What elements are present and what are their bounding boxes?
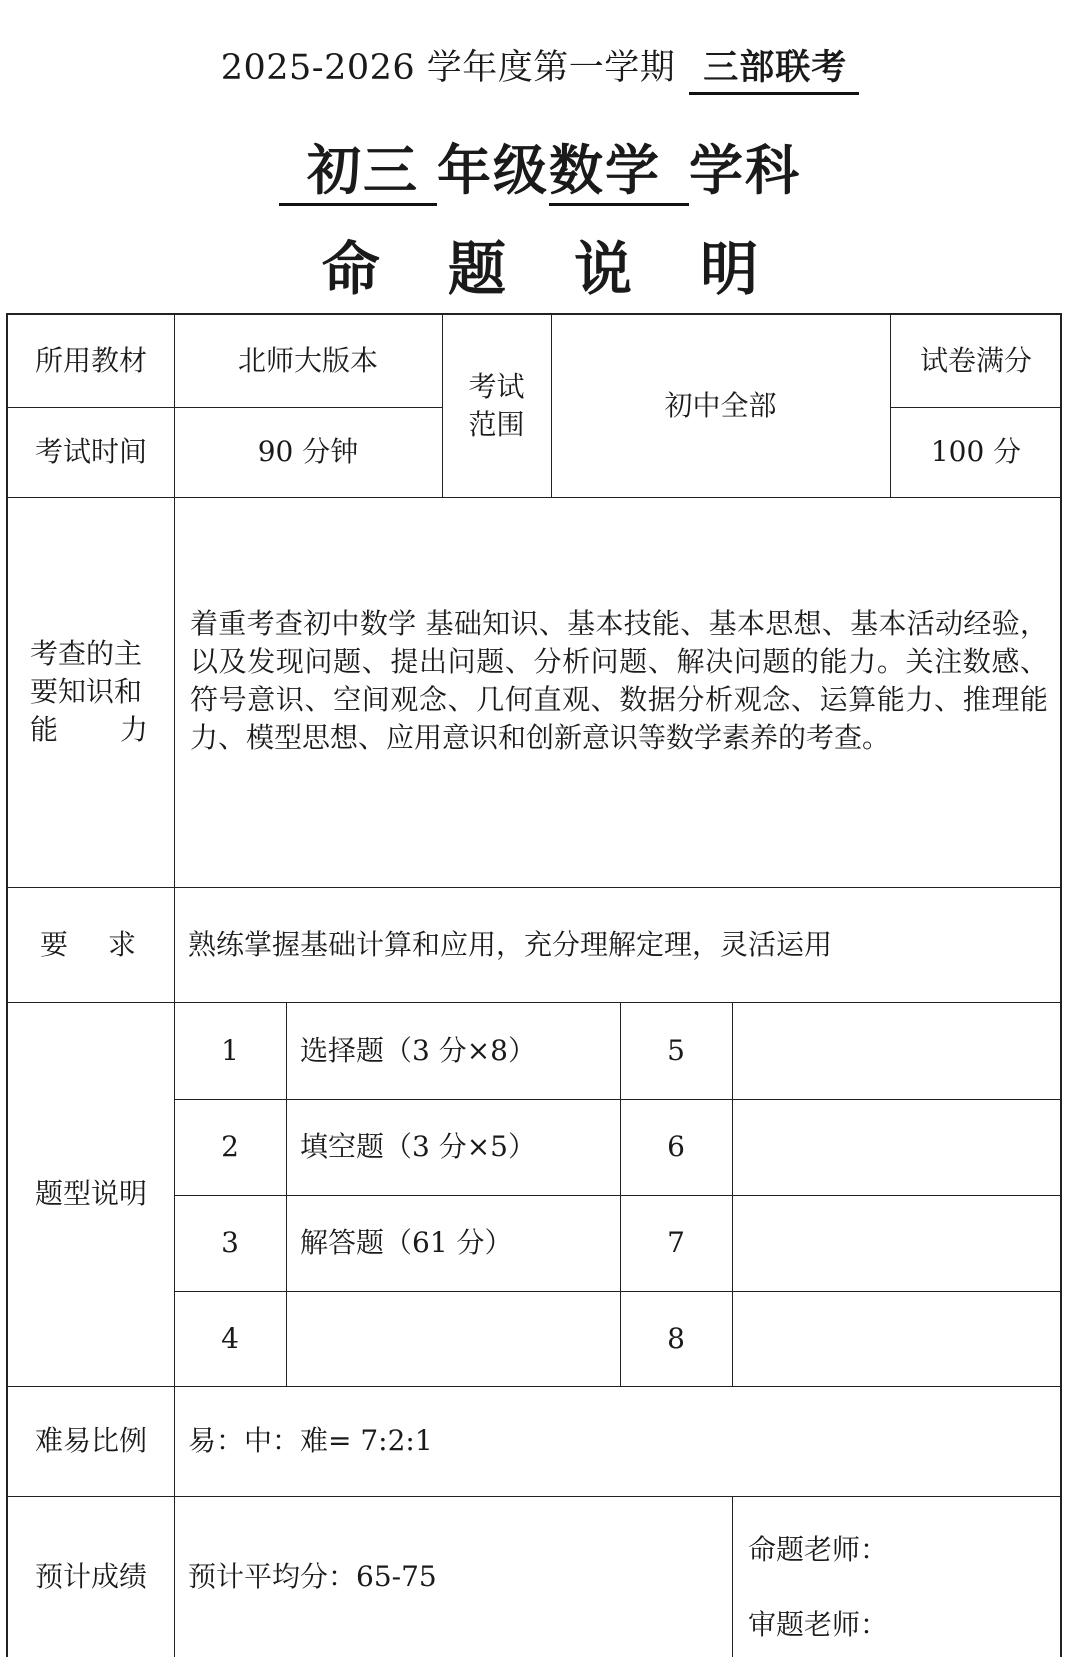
qtype-text: 填空题（3 分×5） bbox=[300, 1130, 536, 1163]
scope-label-line2: 范围 bbox=[468, 408, 525, 441]
reviewer-teacher-label: 审题老师： bbox=[748, 1608, 889, 1641]
exam-time-label: 考试时间 bbox=[34, 435, 147, 468]
qtype-number: 4 bbox=[221, 1321, 239, 1355]
qtype-text: 解答题（61 分） bbox=[300, 1226, 513, 1259]
grade-suffix: 年级 bbox=[437, 139, 549, 202]
term-text: 2025-2026 学年度第一学期 bbox=[220, 48, 676, 88]
qtype-number: 6 bbox=[667, 1130, 685, 1163]
author-teacher-label: 命题老师： bbox=[748, 1533, 889, 1566]
qtype-number: 3 bbox=[221, 1226, 239, 1259]
exam-series: 三部联考 bbox=[689, 40, 859, 95]
difficulty-label: 难易比例 bbox=[34, 1424, 147, 1457]
document-title: 命 题 说 明 bbox=[321, 235, 783, 303]
exam-spec-form bbox=[6, 313, 1062, 1657]
qtype-number: 2 bbox=[221, 1130, 239, 1163]
difficulty-text: 易：中：难= 7:2:1 bbox=[188, 1424, 433, 1457]
qtype-text bbox=[732, 1291, 1062, 1386]
abilities-label-line2: 要知识和 bbox=[30, 675, 143, 708]
header-subject-line bbox=[0, 128, 1080, 206]
abilities-label-line3: 能 力 bbox=[30, 713, 148, 746]
exam-time-value: 90 分钟 bbox=[257, 435, 359, 468]
requirements-label: 要 求 bbox=[39, 927, 142, 961]
subject-value: 数学 bbox=[549, 141, 689, 206]
textbook-value: 北师大版本 bbox=[237, 344, 378, 377]
expected-score-text: 预计平均分：65-75 bbox=[188, 1559, 437, 1593]
qtype-number: 5 bbox=[667, 1033, 685, 1067]
question-types-label: 题型说明 bbox=[34, 1177, 147, 1210]
expected-score-label: 预计成绩 bbox=[34, 1559, 147, 1593]
abilities-text: 着重考查初中数学 基础知识、基本技能、基本思想、基本活动经验，以及发现问题、提出问题、分析问题、解决问题的能力。关注数感、符号意识、空间观念、几何直观、数据分析观念、运算能力、推理能力、模型思想、应用意识和创新意识等数学素养的考查。 bbox=[190, 607, 1048, 754]
subject-suffix: 学科 bbox=[689, 139, 801, 202]
qtype-number: 1 bbox=[221, 1033, 239, 1067]
qtype-text bbox=[286, 1291, 620, 1386]
full-score-value: 100 分 bbox=[930, 435, 1022, 468]
textbook-label: 所用教材 bbox=[34, 344, 147, 377]
full-score-label: 试卷满分 bbox=[919, 344, 1032, 377]
exam-scope-label bbox=[442, 315, 551, 497]
grade-value: 初三 bbox=[279, 141, 437, 206]
qtype-text bbox=[732, 1195, 1062, 1291]
scope-label-line1: 考试 bbox=[468, 370, 525, 403]
qtype-text bbox=[732, 1099, 1062, 1195]
header-term-line bbox=[0, 40, 1080, 95]
exam-scope-value: 初中全部 bbox=[664, 389, 777, 422]
qtype-number: 8 bbox=[667, 1321, 685, 1355]
abilities-label-line1: 考查的主 bbox=[30, 637, 143, 670]
requirements-text: 熟练掌握基础计算和应用，充分理解定理，灵活运用 bbox=[188, 927, 833, 961]
qtype-text bbox=[732, 1002, 1062, 1099]
qtype-number: 7 bbox=[667, 1226, 685, 1259]
qtype-text: 选择题（3 分×8） bbox=[300, 1033, 536, 1067]
abilities-label bbox=[8, 497, 174, 887]
